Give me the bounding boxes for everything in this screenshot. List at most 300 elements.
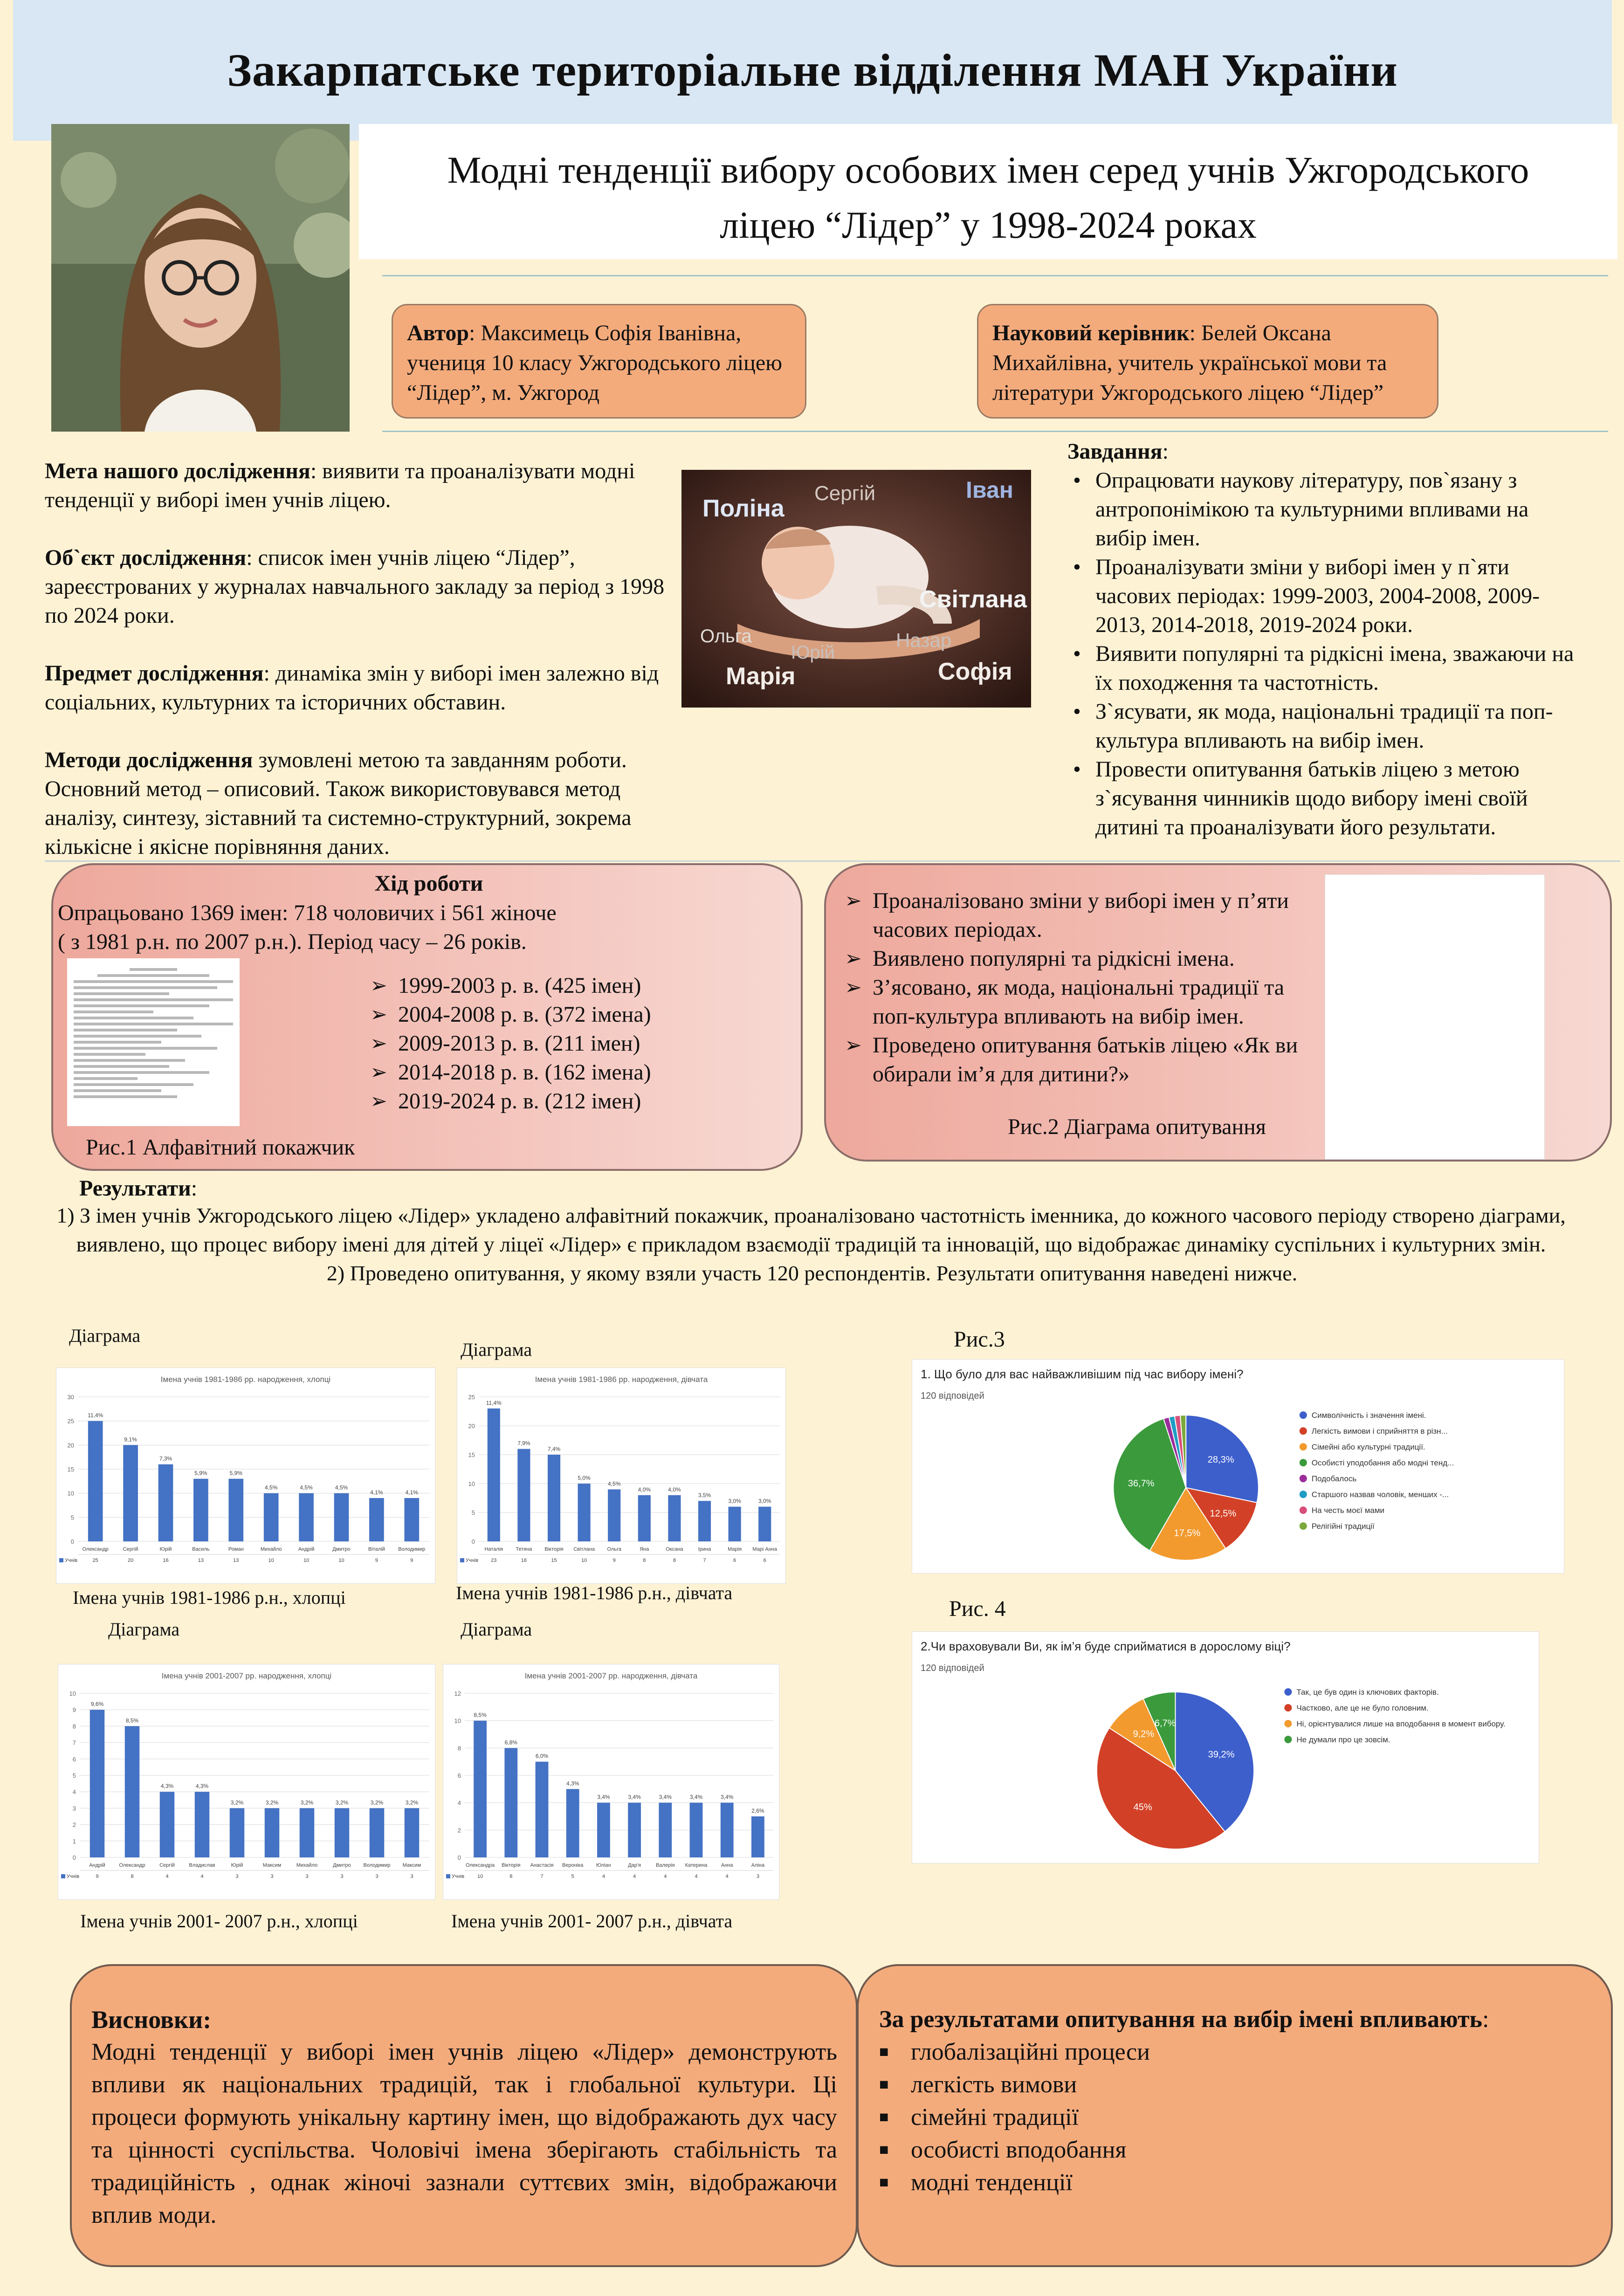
survey-results-list [879, 2036, 1592, 2199]
x-category-label: Марія [728, 1547, 742, 1552]
y-tick-label: 1 [72, 1837, 76, 1845]
figure4-label: Рис. 4 [949, 1596, 1006, 1621]
bar-value-label: 4,0% [638, 1486, 651, 1493]
author-box [392, 304, 806, 419]
table-value: 10 [477, 1874, 483, 1879]
table-value: 25 [92, 1558, 98, 1563]
legend-label: Сімейні або культурні традиції. [1311, 1443, 1425, 1452]
pie-slice-label: 17,5% [1174, 1528, 1201, 1539]
tasks-list [1067, 466, 1585, 842]
baby-name-4: Ольга [700, 626, 752, 646]
y-tick-label: 10 [67, 1490, 74, 1497]
x-category-label: Вероніка [562, 1863, 584, 1868]
caption-boys-1981: Імена учнів 1981-1986 р.н., хлопці [73, 1587, 346, 1608]
object-text: : список імен учнів ліцею “Лідер”, зареєстрованих у журналах навчального закладу за період з 1998 по 2024 роки. [45, 545, 665, 628]
bar-value-label: 8,5% [125, 1717, 139, 1724]
x-category-label: Володимир [363, 1863, 391, 1868]
subject-text: : динаміка змін у виборі імен залежно від соціальних, культурних та історичних обставин. [45, 661, 659, 715]
y-tick-label: 0 [471, 1538, 475, 1545]
table-value: 23 [491, 1558, 497, 1563]
bar-value-label: 5,9% [194, 1470, 207, 1477]
legend-label: Старшого назвав чоловік, менших -... [1311, 1490, 1449, 1499]
table-value: 6 [733, 1558, 736, 1563]
bar [369, 1498, 384, 1541]
y-tick-label: 20 [468, 1423, 475, 1430]
legend-swatch [59, 1558, 63, 1562]
bar-value-label: 11,4% [88, 1412, 103, 1419]
period-item: ➢ 2014-2018 р. в. (162 імена) [370, 1058, 651, 1087]
x-category-label: Тетяна [516, 1547, 532, 1552]
legend-swatch [1300, 1443, 1307, 1450]
bar [230, 1808, 245, 1857]
survey-factor-item: ■ модні тенденції [879, 2166, 1592, 2199]
legend-swatch [446, 1874, 450, 1878]
table-value: 8 [643, 1558, 646, 1563]
bar-value-label: 5,9% [229, 1470, 242, 1477]
conclusions-text: Модні тенденції у виборі імен учнів ліцею «Лідер» демонструють впливи як національних традицій, так і глобальної культури. Ці процеси формують унікальну картину імен, що відображають дух часу та цінності суспільства. Чоловічі імена зберігають стабільність та традиційність , однак жіночі зазнали суттєвих змін, відображаючи вплив моди. [91, 2039, 837, 2228]
y-tick-label: 6 [72, 1755, 76, 1763]
y-tick-label: 0 [72, 1854, 76, 1861]
bar [404, 1498, 419, 1541]
bar [536, 1762, 549, 1857]
bar [758, 1507, 771, 1541]
divider [382, 431, 1608, 432]
survey-q2-svg [912, 1632, 1539, 1863]
y-tick-label: 2 [72, 1821, 76, 1829]
table-value: 4 [725, 1874, 729, 1879]
legend-swatch [1300, 1411, 1307, 1419]
bar-value-label: 4,3% [195, 1783, 209, 1790]
x-category-label: Дар'я [628, 1863, 641, 1868]
baby-name-0: Поліна [702, 495, 784, 522]
bar [300, 1808, 315, 1857]
baby-name-7: Марія [726, 663, 796, 690]
y-tick-label: 4 [457, 1799, 461, 1807]
x-category-label: Ольга [607, 1547, 621, 1552]
methods-paragraph [45, 746, 674, 861]
bar-value-label: 4,5% [335, 1484, 348, 1491]
results-title: Результати [79, 1176, 191, 1201]
x-category-label: Юліан [596, 1863, 611, 1868]
bar-value-label: 3,4% [721, 1794, 734, 1801]
author-photo [51, 124, 350, 432]
boys-1981-chart [56, 1368, 435, 1584]
y-tick-label: 20 [67, 1442, 74, 1449]
bar-value-label: 3,2% [405, 1799, 419, 1806]
girls-2001-chart [443, 1664, 779, 1900]
table-value: 10 [338, 1558, 344, 1563]
bar-value-label: 3,2% [335, 1799, 349, 1806]
bar [195, 1792, 210, 1857]
chart-title: Імена учнів 2001-2007 рр. народження, хлопці [161, 1671, 332, 1680]
table-value: 10 [268, 1558, 274, 1563]
bar [698, 1501, 711, 1541]
baby-name-8: Софія [938, 658, 1012, 685]
bar [335, 1808, 350, 1857]
x-category-label: Вікторія [502, 1863, 521, 1868]
bar [193, 1479, 208, 1541]
title-box [359, 124, 1617, 259]
findings-panel [824, 863, 1612, 1162]
x-category-label: Олександр [119, 1863, 145, 1868]
figure3-label: Рис.3 [954, 1327, 1005, 1352]
table-value: 10 [581, 1558, 587, 1563]
bar-value-label: 8,5% [474, 1712, 487, 1719]
x-category-label: Максим [262, 1863, 282, 1868]
x-category-label: Максим [402, 1863, 421, 1868]
chart-title: Імена учнів 1981-1986 рр. народження, хлопці [160, 1375, 331, 1384]
chart-title: 1. Що було для вас найважливішим під час вибору імені? [921, 1367, 1244, 1381]
boys-2001-chart [58, 1664, 435, 1900]
legend-swatch [1300, 1475, 1307, 1482]
x-category-label: Дмитро [332, 1547, 351, 1552]
bar [370, 1808, 385, 1857]
baby-name-1: Сергій [814, 482, 876, 505]
results-item1: 1) З імен учнів Ужгородського ліцею «Лідер» укладено алфавітний покажчик, проаналізовано частотність іменника, до кожного часового періоду створено діаграми, виявлено, що процес вибору імені для дітей у ліцеї «Лідер» є прикладом взаємодії традицій та інновацій, що відображає динаміку суспільних і культурних змін. [56, 1203, 1566, 1256]
findings-list [845, 887, 1301, 1089]
legend-swatch [1300, 1459, 1307, 1466]
bar [578, 1484, 591, 1541]
caption-girls-1981: Імена учнів 1981-1986 р.н., дівчата [456, 1582, 733, 1603]
y-tick-label: 4 [72, 1788, 76, 1796]
x-category-label: Наталія [484, 1547, 503, 1552]
conclusions-panel [70, 1964, 858, 2267]
bar-value-label: 3,2% [370, 1799, 384, 1806]
pie-slice-label: 45% [1133, 1802, 1152, 1813]
survey-results-panel: За результатами опитування на вибір імені впливають: ■ глобалізаційні процеси ■ легкість вимови ■ сімейні традиції ■ особисті вподобання ■ модні тенденції [857, 1964, 1613, 2267]
x-category-label: Валерія [656, 1863, 675, 1868]
girls-2001-svg [443, 1664, 779, 1899]
figure2-caption: Рис.2 Діаграма опитування [1008, 1114, 1266, 1139]
bar-value-label: 7,3% [159, 1455, 172, 1462]
bar-value-label: 6,8% [504, 1739, 517, 1746]
y-tick-label: 15 [468, 1451, 475, 1458]
x-category-label: Владислав [189, 1863, 215, 1868]
y-tick-label: 8 [457, 1745, 461, 1752]
pie-slice-label: 39,2% [1208, 1749, 1235, 1760]
table-value: 4 [200, 1874, 204, 1879]
header-title: Закарпатське територіальне відділення МАН України [227, 44, 1398, 96]
finding-item: ➢ З’ясовано, як мода, національні традиції та поп-культура впливають на вибір імен. [845, 973, 1301, 1031]
figure1-caption: Рис.1 Алфавітний покажчик [86, 1135, 355, 1160]
x-category-label: Володимир [398, 1547, 426, 1552]
pie-slice-label: 6,7% [1154, 1718, 1176, 1729]
bar [123, 1445, 138, 1541]
x-category-label: Віталій [368, 1547, 385, 1552]
x-category-label: Михайло [296, 1863, 318, 1868]
table-value: 16 [163, 1558, 169, 1563]
table-value: 4 [602, 1874, 605, 1879]
alphabetical-index-thumbnail [67, 958, 240, 1126]
survey-factor-item: ■ сімейні традиції [879, 2101, 1592, 2134]
bar [608, 1489, 620, 1541]
progress-line2: ( з 1981 р.н. по 2007 р.н.). Період часу – 26 років. [58, 929, 527, 954]
finding-item: ➢ Виявлено популярні та рідкісні імена. [845, 944, 1301, 973]
bar [228, 1479, 243, 1541]
bar [729, 1507, 741, 1541]
table-value: 4 [664, 1874, 667, 1879]
legend-label: Легкість вимови і сприйняття в різн... [1311, 1427, 1448, 1436]
bar-value-label: 4,3% [566, 1780, 579, 1787]
diagram-label-4: Діаграма [461, 1619, 532, 1640]
table-value: 3 [305, 1874, 309, 1879]
chart-subtitle: 120 відповідей [921, 1391, 984, 1401]
divider [45, 860, 1620, 862]
x-category-label: Олександр [82, 1547, 109, 1552]
x-category-label: Світлана [573, 1547, 595, 1552]
task-item: • З`ясувати, як мода, національні традиції та поп-культура впливають на вибір імен. [1095, 697, 1585, 755]
x-category-label: Анастасія [530, 1863, 554, 1868]
baby-names-image [681, 470, 1031, 708]
bar-value-label: 7,9% [517, 1440, 530, 1447]
diagram-label-2: Діаграма [461, 1339, 532, 1360]
table-value: 9 [96, 1874, 99, 1879]
table-value: 13 [198, 1558, 204, 1563]
baby-name-6: Назар [896, 629, 952, 651]
legend-label: Подобалось [1311, 1474, 1357, 1484]
legend-swatch [1300, 1506, 1307, 1514]
x-category-label: Оксана [666, 1547, 683, 1552]
bar-value-label: 4,1% [405, 1489, 418, 1496]
chart-title: 2.Чи враховували Ви, як ім’я буде сприйматися в дорослому віці? [921, 1639, 1291, 1653]
bar-value-label: 3,4% [659, 1794, 672, 1801]
survey-q2-chart [912, 1631, 1539, 1863]
table-value: 15 [551, 1558, 557, 1563]
y-tick-label: 25 [67, 1417, 74, 1425]
survey-q1-chart [912, 1359, 1564, 1574]
diagram-label-1: Діаграма [69, 1325, 141, 1346]
y-tick-label: 10 [454, 1717, 461, 1725]
tasks-block: Завдання: • Опрацювати наукову літературу, пов`язану з антропонімікою та культурними впливами на вибір імен. • Проаналізувати зміни у виборі імен у п`яти часових періодах: 1999-2003, 2004-2008, 2009-2013, 2014-2018, 2019-2024 роки. • Виявити популярні та рідкісні імена, зважаючи на їх походження та частотність. • З`ясувати, як мода, національні традиції та поп-культура впливають на вибір імен. • Провести опитування батьків ліцею з метою з`ясування чинників щодо вибору імені своїй дитині та проаналізувати його результати. [1067, 437, 1585, 842]
table-value: 10 [303, 1558, 310, 1563]
x-category-label: Катерина [685, 1863, 708, 1868]
period-item: ➢ 2009-2013 р. в. (211 імен) [370, 1029, 651, 1058]
bar [668, 1495, 681, 1541]
bar [628, 1803, 641, 1857]
y-tick-label: 5 [471, 1509, 475, 1516]
table-value: 13 [233, 1558, 239, 1563]
author-text: : Максимець Софія Іванівна, учениця 10 класу Ужгородського ліцею “Лідер”, м. Ужгород [407, 321, 783, 405]
table-value: 7 [540, 1874, 544, 1879]
legend-label: Частково, але це не було головним. [1296, 1703, 1429, 1712]
legend-label: Учнів [466, 1558, 479, 1563]
bar-value-label: 4,5% [608, 1480, 621, 1487]
finding-item: ➢ Проаналізовано зміни у виборі імен у п’яти часових періодах. [845, 887, 1301, 944]
bar-value-label: 3,4% [628, 1794, 641, 1801]
legend-label: Особисті уподобання або модні тенд... [1311, 1458, 1454, 1468]
legend-swatch [1284, 1688, 1292, 1696]
table-value: 3 [340, 1874, 344, 1879]
bar-value-label: 4,0% [668, 1486, 681, 1493]
x-category-label: Олександра [465, 1863, 495, 1868]
y-tick-label: 7 [72, 1739, 76, 1746]
bar [264, 1493, 279, 1541]
bar-value-label: 4,5% [265, 1484, 278, 1491]
subject-label: Предмет дослідження [45, 661, 264, 686]
legend-label: Символічність і значення імені. [1311, 1411, 1426, 1420]
object-paragraph [45, 543, 674, 630]
bar-value-label: 6,0% [535, 1753, 549, 1760]
y-tick-label: 8 [72, 1723, 76, 1730]
bar [125, 1726, 140, 1857]
table-value: 9 [375, 1558, 378, 1563]
supervisor-text: : Белей Оксана Михайлівна, учитель української мови та літератури Ужгородського ліцею “Лідер” [992, 321, 1387, 405]
bar [548, 1455, 560, 1541]
bar-value-label: 11,4% [486, 1399, 502, 1406]
divider [382, 275, 1608, 276]
chart-subtitle: 120 відповідей [921, 1663, 984, 1673]
legend-swatch [1300, 1522, 1307, 1530]
survey-results-title: За результатами опитування на вибір імені впливають [879, 2006, 1483, 2033]
header-banner [13, 0, 1612, 141]
period-item: ➢ 1999-2003 р. в. (425 імен) [370, 971, 651, 1000]
table-value: 3 [235, 1874, 239, 1879]
bar [474, 1721, 487, 1857]
bar [659, 1803, 672, 1857]
y-tick-label: 30 [67, 1394, 74, 1401]
period-item: ➢ 2019-2024 р. в. (212 імен) [370, 1087, 651, 1116]
table-value: 8 [509, 1874, 513, 1879]
table-value: 16 [521, 1558, 527, 1563]
legend-swatch [1300, 1427, 1307, 1435]
bar [90, 1710, 105, 1857]
poster-title-line1: Модні тенденції вибору особових імен серед учнів Ужгородського [447, 149, 1529, 191]
poster-title-line2: ліцею “Лідер” у 1998-2024 роках [720, 204, 1257, 246]
legend-label: Учнів [67, 1874, 80, 1879]
x-category-label: Юрій [231, 1863, 243, 1868]
bar-value-label: 4,1% [370, 1489, 383, 1496]
legend-label: Ні, орієнтувалися лише на вподобання в момент вибору. [1296, 1719, 1506, 1728]
bar [88, 1421, 103, 1541]
y-tick-label: 10 [468, 1480, 475, 1487]
bar-value-label: 3,4% [689, 1794, 703, 1801]
survey-factor-item: ■ глобалізаційні процеси [879, 2036, 1592, 2069]
diagram-label-3: Діаграма [108, 1619, 180, 1640]
table-value: 3 [270, 1874, 274, 1879]
bar-value-label: 3,0% [728, 1498, 741, 1505]
task-item: • Опрацювати наукову літературу, пов`язану з антропонімікою та культурними впливами на вибір імен. [1095, 466, 1585, 553]
y-tick-label: 2 [457, 1827, 461, 1834]
bar [721, 1803, 734, 1857]
x-category-label: Вікторія [544, 1547, 564, 1552]
task-item: • Виявити популярні та рідкісні імена, зважаючи на їх походження та частотність. [1095, 639, 1585, 697]
subject-paragraph [45, 659, 674, 717]
y-tick-label: 12 [454, 1690, 461, 1697]
period-item: ➢ 2004-2008 р. в. (372 імена) [370, 1000, 651, 1029]
legend-swatch [460, 1558, 464, 1562]
legend-label: Так, це був один із ключових факторів. [1296, 1687, 1439, 1697]
legend-swatch [61, 1874, 65, 1878]
bar-value-label: 3,2% [265, 1799, 279, 1806]
supervisor-label: Науковий керівник [992, 321, 1190, 345]
conclusions-title: Висновки: [91, 2006, 212, 2034]
methods-text: зумовлені метою та завданням роботи. Основний метод – описовий. Також використовувався метод аналізу, синтезу, зіставний та системно-структурний, зокрема кількісне і якісне порівняння даних. [45, 748, 632, 859]
pie-slice-label: 36,7% [1128, 1478, 1155, 1489]
results-block: Результати: 1) З імен учнів Ужгородського ліцею «Лідер» укладено алфавітний покажчик, проаналізовано частотність іменника, до кожного часового періоду створено діаграми, виявлено, що процес вибору імені для дітей у ліцеї «Лідер» є прикладом взаємодії традицій та інновацій, що відображає динаміку суспільних і культурних змін. 2) Проведено опитування, у якому взяли участь 120 респондентів. Результати опитування наведені нижче. [0, 1175, 1624, 1288]
girls-1981-svg [457, 1368, 785, 1583]
baby-name-2: Іван [966, 477, 1013, 503]
x-category-label: Михайло [260, 1547, 282, 1552]
chart-title: Імена учнів 2001-2007 рр. народження, дівчата [524, 1671, 698, 1680]
table-value: 4 [633, 1874, 636, 1879]
bar [158, 1464, 173, 1541]
intro-text [45, 457, 674, 890]
bar-value-label: 3,4% [597, 1794, 610, 1801]
progress-panel [51, 863, 803, 1171]
methods-label: Методи дослідження [45, 748, 253, 772]
x-category-label: Роман [228, 1547, 244, 1552]
x-category-label: Юрій [159, 1547, 172, 1552]
y-tick-label: 9 [72, 1706, 76, 1714]
x-category-label: Марі Анна [752, 1547, 778, 1552]
table-value: 3 [756, 1874, 759, 1879]
boys-2001-svg [58, 1664, 435, 1899]
table-value: 4 [695, 1874, 698, 1879]
x-category-label: Ірина [698, 1547, 711, 1552]
table-value: 8 [131, 1874, 134, 1879]
x-category-label: Василь [192, 1547, 210, 1552]
y-tick-label: 0 [70, 1538, 74, 1545]
y-tick-label: 5 [70, 1514, 74, 1521]
table-value: 9 [410, 1558, 413, 1563]
chart-title: Імена учнів 1981-1986 рр. народження, дівчата [535, 1375, 708, 1384]
table-value: 8 [673, 1558, 676, 1563]
legend-label: Релігійні традиції [1311, 1522, 1375, 1531]
results-item2: 2) Проведено опитування, у якому взяли участь 120 респондентів. Результати опитування наведені нижче. [326, 1261, 1298, 1285]
legend-swatch [1284, 1720, 1292, 1727]
bar [638, 1495, 651, 1541]
x-category-label: Сергій [123, 1547, 138, 1552]
table-value: 7 [703, 1558, 706, 1563]
bar [160, 1792, 175, 1857]
pie-slice-label: 28,3% [1207, 1454, 1234, 1465]
y-tick-label: 6 [457, 1772, 461, 1779]
bar-value-label: 3,2% [300, 1799, 314, 1806]
table-value: 6 [763, 1558, 766, 1563]
table-value: 20 [127, 1558, 134, 1563]
bar-value-label: 9,6% [90, 1701, 104, 1708]
legend-label: На честь моєї мами [1311, 1506, 1385, 1515]
y-tick-label: 25 [468, 1394, 475, 1401]
pie-slice-label: 12,5% [1210, 1508, 1237, 1519]
y-tick-label: 5 [72, 1772, 76, 1779]
table-value: 4 [165, 1874, 169, 1879]
goal-paragraph [45, 457, 674, 515]
survey-who-chart [1325, 874, 1545, 1160]
y-tick-label: 15 [67, 1466, 74, 1473]
bar-value-label: 4,3% [160, 1783, 174, 1790]
bar [566, 1789, 579, 1857]
y-tick-label: 3 [72, 1805, 76, 1812]
survey-who-svg [1325, 875, 1544, 1159]
baby-name-3: Світлана [919, 586, 1027, 613]
tasks-title: Завдання [1067, 439, 1163, 464]
periods-list [370, 971, 651, 1116]
table-value: 3 [410, 1874, 413, 1879]
legend-label: Учнів [452, 1874, 465, 1879]
object-label: Об`єкт дослідження [45, 545, 247, 570]
bar-value-label: 3,2% [230, 1799, 244, 1806]
bar [265, 1808, 280, 1857]
caption-girls-2001: Імена учнів 2001- 2007 р.н., дівчата [451, 1911, 733, 1932]
caption-boys-2001: Імена учнів 2001- 2007 р.н., хлопці [80, 1911, 358, 1932]
bar [690, 1803, 703, 1857]
baby-name-5: Юрій [791, 642, 835, 663]
x-category-label: Яна [640, 1547, 649, 1552]
pie-slice-label: 9,2% [1133, 1729, 1155, 1739]
goal-text: : виявити та проаналізувати модні тенденції у виборі імен учнів ліцею. [45, 459, 635, 512]
bar-value-label: 5,0% [578, 1475, 591, 1481]
